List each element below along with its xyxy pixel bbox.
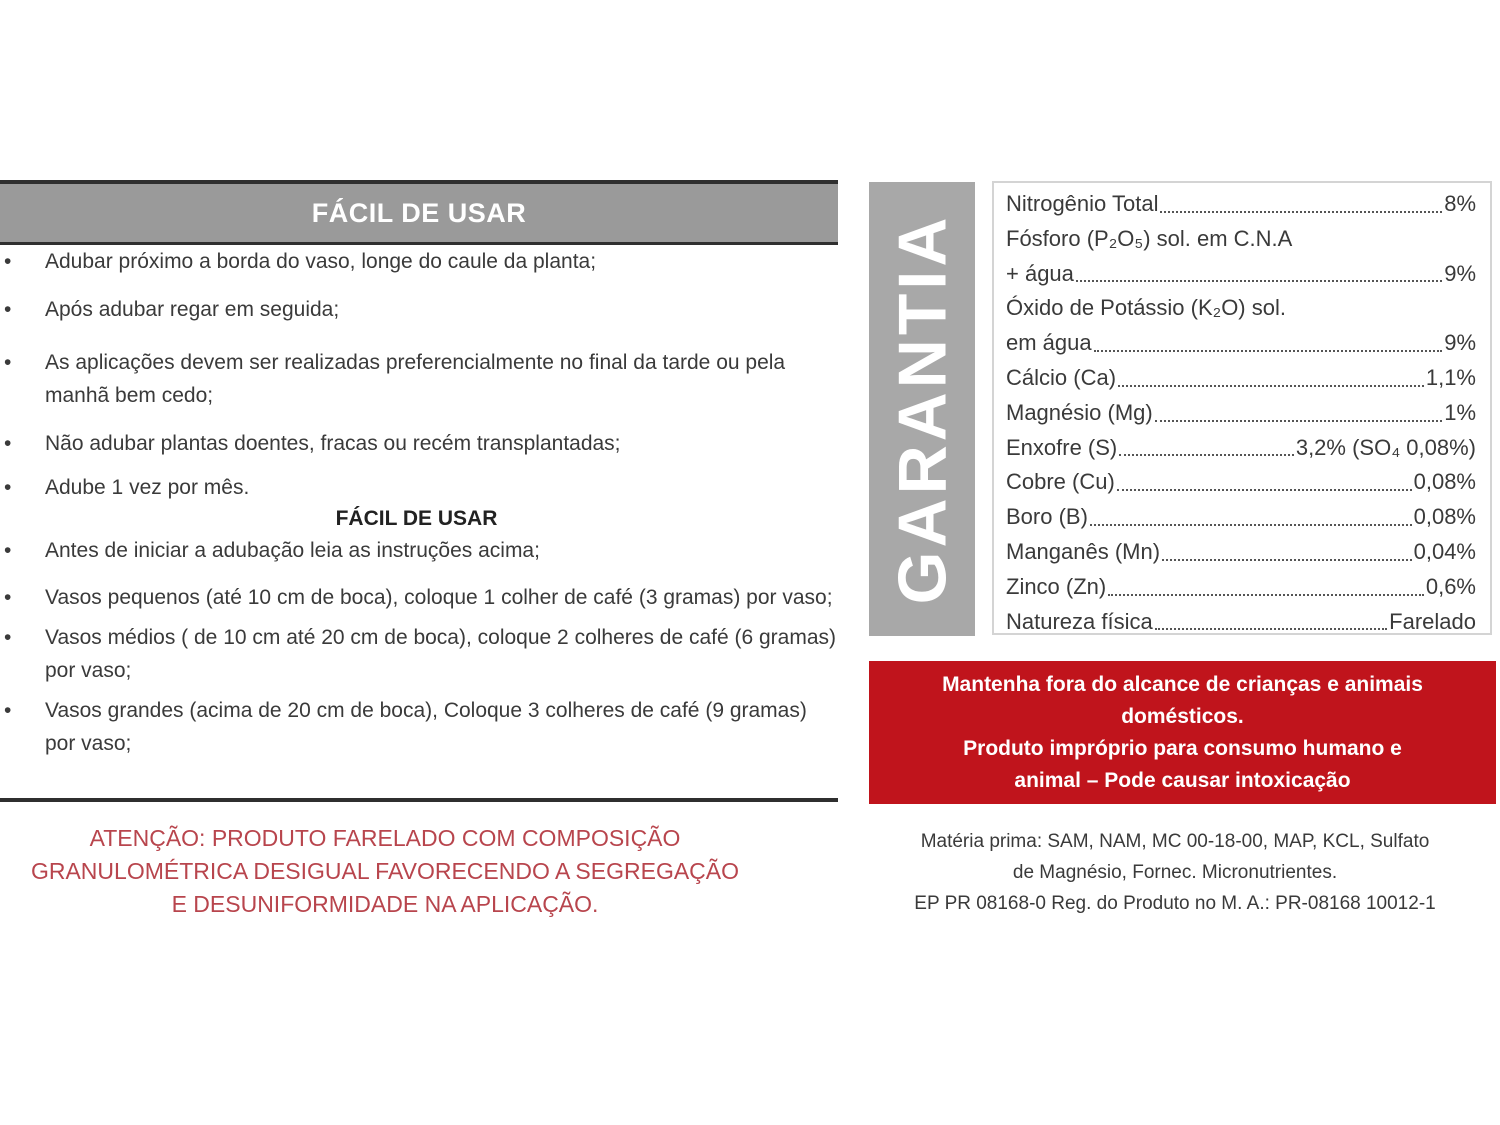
warning-line: E DESUNIFORMIDADE NA APLICAÇÃO.	[171, 891, 599, 917]
nutrient-label: Cálcio (Ca)	[1006, 364, 1117, 390]
notice-line: animal – Pode causar intoxicação	[1014, 768, 1351, 792]
nutrient-label: Fósforo (P₂O₅) sol. em C.N.A	[1006, 225, 1293, 251]
leader-dots	[1108, 594, 1424, 596]
leader-dots	[1155, 420, 1442, 422]
usage-header-title: FÁCIL DE USAR	[311, 197, 527, 228]
usage-panel	[0, 180, 838, 760]
notice-line: domésticos.	[1121, 704, 1244, 728]
dosage-list	[0, 534, 838, 760]
notice-line: Produto impróprio para consumo humano e	[963, 736, 1402, 760]
usage-header	[0, 180, 838, 245]
nutrient-value: 0,08%	[1413, 469, 1476, 495]
nutrient-label: Cobre (Cu)	[1006, 469, 1115, 495]
nutrient-value: 9%	[1444, 330, 1476, 356]
dosage-subheading: FÁCIL DE USAR	[335, 507, 498, 530]
nutrient-value: 0,04%	[1413, 538, 1476, 564]
nutrient-value: 9%	[1444, 260, 1476, 286]
guarantee-row	[1006, 187, 1476, 222]
leader-dots	[1076, 280, 1442, 282]
guarantee-row	[1006, 605, 1476, 640]
warning-line: ATENÇÃO: PRODUTO FARELADO COM COMPOSIÇÃO	[89, 825, 681, 851]
nutrient-value: 8%	[1444, 191, 1476, 216]
leader-dots	[1155, 628, 1387, 630]
list-item: • Após adubar regar em seguida;	[0, 293, 838, 326]
garantia-label-bar	[869, 182, 975, 636]
guarantee-row	[1006, 396, 1476, 431]
guarantee-row	[1006, 570, 1476, 605]
list-item: • Não adubar plantas doentes, fracas ou recém transplantadas;	[0, 427, 838, 460]
nutrient-label: Natureza física	[1006, 608, 1153, 634]
list-item: • Vasos pequenos (até 10 cm de boca), coloque 1 colher de café (3 gramas) por vaso;	[0, 581, 838, 614]
nutrient-value: 0,6%	[1425, 573, 1476, 599]
garantia-label: GARANTIA	[884, 213, 961, 605]
granulometry-warning	[20, 822, 750, 921]
guarantee-row	[1006, 326, 1476, 361]
leader-dots	[1094, 350, 1443, 352]
warning-line: GRANULOMÉTRICA DESIGUAL FAVORECENDO A SEGREGAÇÃO	[30, 858, 740, 884]
safety-notice	[869, 661, 1496, 804]
list-item: • Vasos grandes (acima de 20 cm de boca), Coloque 3 colheres de café (9 gramas) por vaso;	[0, 694, 838, 760]
notice-line: Mantenha fora do alcance de crianças e animais	[942, 672, 1423, 696]
leader-dots	[1160, 211, 1442, 213]
raw-material-info	[856, 826, 1494, 919]
guarantee-row	[1006, 257, 1476, 292]
nutrient-value: 1,1%	[1425, 364, 1476, 390]
list-item: • Vasos médios ( de 10 cm até 20 cm de boca), coloque 2 colheres de café (6 gramas) por vaso;	[0, 621, 838, 687]
guarantee-table	[992, 181, 1492, 635]
nutrient-value: 1%	[1444, 399, 1476, 425]
nutrient-label: Óxido de Potássio (K₂O) sol.	[1006, 295, 1286, 321]
guarantee-row	[1006, 465, 1476, 500]
guarantee-row	[1006, 431, 1476, 466]
nutrient-value: Farelado	[1389, 608, 1476, 634]
nutrient-label: Enxofre (S)	[1006, 434, 1118, 460]
instructions-list	[0, 245, 838, 504]
nutrient-label: Zinco (Zn)	[1006, 573, 1107, 599]
nutrient-label: em água	[1006, 330, 1092, 356]
nutrient-label: Nitrogênio Total	[1006, 191, 1159, 216]
leader-dots	[1119, 454, 1294, 456]
list-item: • Adube 1 vez por mês.	[0, 471, 838, 504]
leader-dots	[1117, 489, 1412, 491]
guarantee-row	[1006, 361, 1476, 396]
divider	[0, 798, 838, 802]
list-item: • Adubar próximo a borda do vaso, longe do caule da planta;	[0, 245, 838, 278]
list-item: • As aplicações devem ser realizadas preferencialmente no final da tarde ou pela manhã bem cedo;	[0, 346, 838, 412]
raw-material-line: de Magnésio, Fornec. Micronutrientes.	[1012, 862, 1338, 883]
registration-line: EP PR 08168-0 Reg. do Produto no M. A.: PR-08168 10012-1	[914, 893, 1436, 914]
guarantee-row	[1006, 500, 1476, 535]
leader-dots	[1118, 385, 1424, 387]
leader-dots	[1162, 559, 1412, 561]
nutrient-value: 3,2% (SO₄ 0,08%)	[1295, 434, 1476, 460]
guarantee-row	[1006, 535, 1476, 570]
guarantee-row	[1006, 222, 1476, 257]
guarantee-row	[1006, 291, 1476, 326]
raw-material-line: Matéria prima: SAM, NAM, MC 00-18-00, MAP, KCL, Sulfato	[920, 831, 1430, 852]
nutrient-label: Manganês (Mn)	[1006, 538, 1161, 564]
nutrient-label: Magnésio (Mg)	[1006, 399, 1153, 425]
nutrient-label: Boro (B)	[1006, 504, 1088, 530]
nutrient-value: 0,08%	[1413, 504, 1476, 530]
leader-dots	[1090, 524, 1412, 526]
list-item: • Antes de iniciar a adubação leia as instruções acima;	[0, 534, 838, 567]
nutrient-label: + água	[1006, 260, 1074, 286]
